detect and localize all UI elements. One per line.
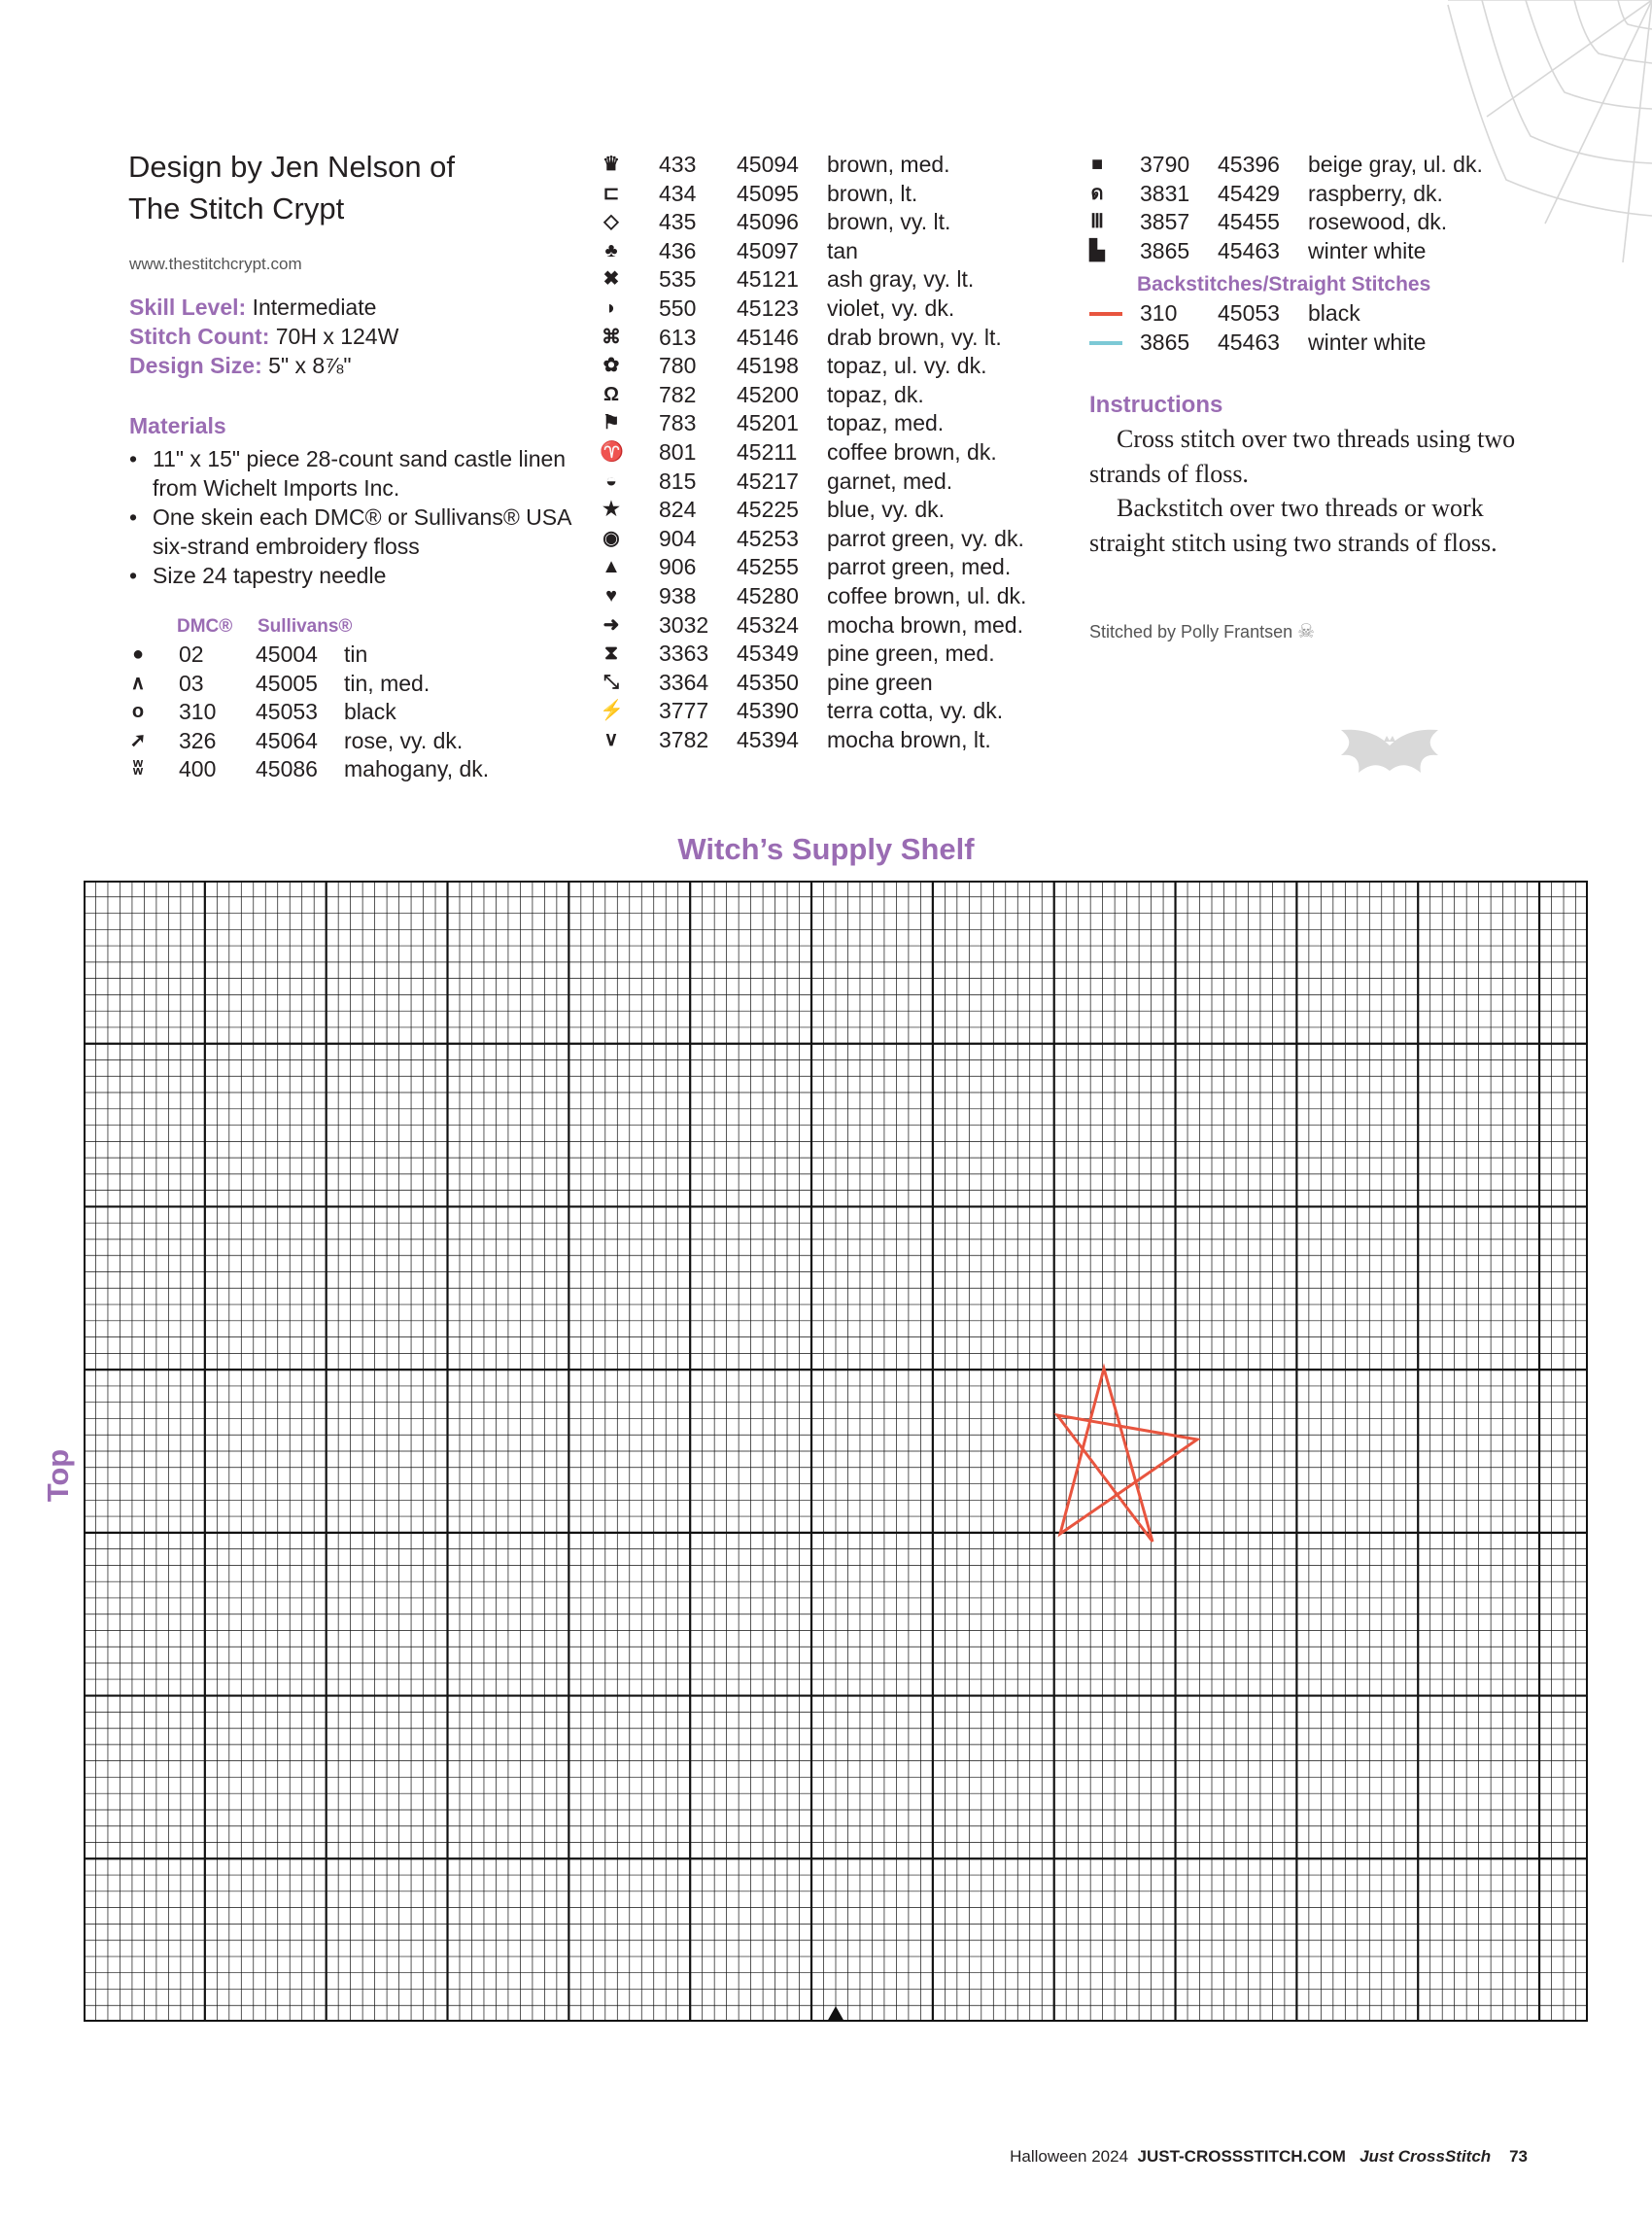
color-name: winter white — [1308, 237, 1427, 263]
dmc-number: 435 — [659, 209, 697, 235]
dmc-number: 906 — [659, 554, 697, 580]
floss-row — [126, 698, 515, 727]
sullivans-number: 45255 — [737, 554, 799, 580]
sullivans-number: 45004 — [256, 642, 318, 667]
floss-row — [126, 755, 515, 784]
materials-heading: Materials — [129, 413, 226, 438]
color-name: pine green, med. — [827, 641, 995, 667]
corner-icon: ▙ — [1089, 239, 1105, 261]
club-icon: ♣ — [604, 239, 618, 261]
x-icon: ✖ — [602, 268, 620, 291]
design-size — [129, 351, 398, 380]
sullivans-number: 45280 — [737, 583, 799, 608]
sullivans-number: 45053 — [256, 699, 318, 725]
floss-row — [600, 669, 988, 698]
floss-row — [600, 151, 988, 180]
flag-icon: ⚑ — [602, 412, 620, 434]
sullivans-number: 45350 — [737, 669, 799, 695]
dmc-number: 3865 — [1140, 329, 1190, 355]
sullivans-number: 45123 — [737, 295, 799, 321]
color-name: topaz, dk. — [827, 381, 924, 407]
skill-level — [129, 293, 398, 322]
color-name: black — [344, 699, 396, 725]
dmc-number: 436 — [659, 237, 697, 263]
dmc-number: 938 — [659, 583, 697, 608]
instructions-paragraph-1: Cross stitch over two threads using two strands of floss. — [1089, 425, 1516, 488]
list-item: • Size 24 tapestry needle — [129, 561, 576, 590]
color-name: winter white — [1308, 329, 1427, 355]
stitched-by-text: Stitched by Polly Frantsen — [1089, 622, 1293, 642]
color-name: violet, vy. dk. — [827, 295, 955, 321]
footer-site[interactable]: JUST-CROSSSTITCH.COM — [1137, 2147, 1346, 2166]
floss-row — [600, 265, 988, 295]
diamond-icon: ◇ — [603, 211, 619, 233]
star-icon: ★ — [602, 499, 620, 521]
dmc-number: 3857 — [1140, 209, 1190, 235]
floss-row — [600, 726, 991, 755]
stitch-count — [129, 322, 398, 351]
filled-circle-icon: ● — [131, 643, 145, 665]
floss-row — [126, 727, 515, 756]
dmc-number: 801 — [659, 439, 697, 465]
dmc-number: 400 — [179, 756, 217, 782]
floss-row — [1085, 237, 1474, 266]
sullivans-number: 45217 — [737, 468, 799, 494]
sullivans-number: 45198 — [737, 353, 799, 379]
heart-icon: ♥ — [605, 585, 617, 607]
color-name: coffee brown, dk. — [827, 439, 997, 465]
spec-value: 5" x 8⅞" — [268, 353, 352, 378]
sullivans-number: 45253 — [737, 525, 799, 551]
instructions-text — [1089, 422, 1546, 560]
floss-row — [600, 525, 1024, 554]
sullivans-number: 45200 — [737, 381, 799, 407]
dmc-number: 310 — [179, 699, 217, 725]
squiggle-icon: ʬ — [132, 758, 144, 780]
hook-icon: ด — [1090, 182, 1104, 204]
color-name: tin — [344, 642, 368, 667]
dmc-number: 780 — [659, 353, 697, 379]
floss-row — [600, 352, 988, 381]
bars-icon: Ⅲ — [1090, 211, 1104, 233]
dmc-header: DMC® — [177, 616, 233, 637]
chevron-down-icon: ∨ — [603, 729, 619, 750]
color-name: rosewood, dk. — [1308, 209, 1448, 235]
color-name: black — [1308, 300, 1360, 326]
aries-icon: ♈ — [600, 441, 624, 463]
spec-label: Skill Level: — [129, 295, 247, 320]
floss-row — [600, 324, 1002, 353]
sullivans-number: 45429 — [1218, 180, 1280, 206]
color-name: blue, vy. dk. — [827, 497, 946, 523]
arrow-icon: ➚ — [129, 729, 147, 751]
floss-row — [600, 237, 988, 266]
dmc-number: 02 — [179, 642, 204, 667]
sullivans-number: 45225 — [737, 497, 799, 523]
instructions-paragraph-2: Backstitch over two threads or work straight stitch using two strands of floss. — [1089, 494, 1497, 557]
flower-icon: ✿ — [602, 355, 620, 377]
dmc-number: 782 — [659, 381, 697, 407]
color-name: ash gray, vy. lt. — [827, 266, 975, 293]
page-footer — [1010, 2147, 1528, 2167]
floss-row — [600, 496, 988, 525]
color-name: garnet, med. — [827, 468, 953, 494]
dmc-number: 783 — [659, 410, 697, 436]
sullivans-number: 45146 — [737, 324, 799, 350]
list-item: • 11" x 15" piece 28-count sand castle linen from Wichelt Imports Inc. — [129, 444, 576, 503]
bolt-icon: ⚡ — [600, 700, 624, 722]
floss-row — [126, 641, 515, 670]
bat-icon — [1312, 716, 1467, 794]
floss-row — [600, 208, 988, 237]
command-icon: ⌘ — [602, 326, 621, 348]
sullivans-number: 45097 — [737, 237, 799, 263]
color-name: tin, med. — [344, 670, 430, 696]
sullivans-number: 45094 — [737, 152, 799, 177]
floss-row — [1085, 208, 1474, 237]
floss-row — [600, 553, 1012, 582]
hourglass-icon: ⧗ — [603, 642, 619, 665]
sullivans-number: 45064 — [256, 727, 318, 753]
half-circle-icon: ◒ — [604, 469, 618, 492]
color-name: raspberry, dk. — [1308, 180, 1443, 206]
color-name: tan — [827, 237, 858, 263]
color-name: topaz, ul. vy. dk. — [827, 353, 987, 379]
sullivans-number: 45096 — [737, 209, 799, 235]
color-name: pine green — [827, 669, 933, 695]
crown-icon: ♛ — [602, 154, 620, 175]
color-name: terra cotta, vy. dk. — [827, 698, 1004, 724]
backstitch-row — [1085, 299, 1474, 329]
bracket-icon: ⊏ — [602, 182, 620, 204]
square-icon: ■ — [1090, 154, 1104, 175]
floss-row — [600, 611, 1023, 641]
dmc-number: 3363 — [659, 641, 709, 667]
dmc-number: 613 — [659, 324, 697, 350]
stitched-by — [1089, 619, 1315, 643]
dmc-number: 815 — [659, 468, 697, 494]
instructions-heading: Instructions — [1089, 392, 1223, 418]
dmc-number: 3790 — [1140, 152, 1190, 177]
floss-row — [600, 582, 1027, 611]
color-name: brown, vy. lt. — [827, 209, 951, 235]
spec-value: Intermediate — [252, 295, 377, 320]
sullivans-number: 45324 — [737, 611, 799, 638]
color-name: rose, vy. dk. — [344, 727, 464, 753]
designer-credit — [128, 146, 455, 229]
floss-row — [126, 670, 515, 699]
dmc-number: 3865 — [1140, 237, 1190, 263]
sullivans-number: 45390 — [737, 698, 799, 724]
spec-value: 70H x 124W — [275, 324, 399, 349]
backstitch-row — [1085, 329, 1474, 358]
floss-row — [600, 697, 1004, 726]
caret-icon: ∧ — [130, 672, 146, 694]
dmc-number: 3777 — [659, 698, 709, 724]
chart-title: Witch’s Supply Shelf — [677, 832, 975, 866]
dmc-number: 03 — [179, 670, 204, 696]
dmc-number: 3364 — [659, 669, 709, 695]
dmc-number: 434 — [659, 180, 697, 206]
omega-icon: Ω — [602, 383, 620, 405]
dmc-number: 433 — [659, 152, 697, 177]
floss-row — [600, 468, 988, 497]
sullivans-number: 45121 — [737, 266, 799, 293]
floss-row — [600, 295, 988, 324]
color-name: drab brown, vy. lt. — [827, 324, 1002, 350]
dmc-number: 550 — [659, 295, 697, 321]
sullivans-number: 45463 — [1218, 237, 1280, 263]
chart-top-label: Top — [41, 1448, 75, 1503]
dmc-number: 535 — [659, 266, 697, 293]
color-name: topaz, med. — [827, 410, 945, 436]
color-name: parrot green, med. — [827, 554, 1012, 580]
floss-row — [600, 409, 988, 438]
color-name: mocha brown, med. — [827, 611, 1023, 638]
dmc-number: 3831 — [1140, 180, 1190, 206]
designer-url[interactable]: www.thestitchcrypt.com — [129, 255, 302, 273]
sullivans-number: 45211 — [737, 439, 798, 465]
floss-row — [600, 381, 988, 410]
dmc-number: 824 — [659, 497, 697, 523]
floss-row — [600, 180, 988, 209]
moon-icon: ◗ — [604, 297, 618, 319]
footer-magazine: Just CrossStitch — [1359, 2147, 1492, 2166]
dmc-number: 904 — [659, 525, 697, 551]
floss-row — [600, 640, 995, 669]
color-name: coffee brown, ul. dk. — [827, 583, 1027, 608]
dmc-number: 3032 — [659, 611, 709, 638]
sullivans-number: 45053 — [1218, 300, 1280, 326]
floss-row — [1085, 151, 1483, 180]
sullivans-number: 45095 — [737, 180, 799, 206]
color-name: mocha brown, lt. — [827, 727, 991, 752]
color-name: brown, lt. — [827, 180, 918, 206]
center-marker-icon — [827, 2006, 844, 2022]
color-name: parrot green, vy. dk. — [827, 525, 1024, 551]
floss-row — [600, 438, 997, 468]
backstitch-heading: Backstitches/Straight Stitches — [1137, 273, 1431, 295]
list-item: • One skein each DMC® or Sullivans® USA six-strand embroidery floss — [129, 503, 576, 561]
floss-row — [1085, 180, 1474, 209]
design-specs — [129, 293, 398, 380]
footer-issue: Halloween 2024 — [1010, 2147, 1129, 2166]
spec-label: Stitch Count: — [129, 324, 270, 349]
color-name: brown, med. — [827, 152, 950, 177]
diagonal-icon: ⤡ — [603, 671, 619, 693]
credit-line-1: Design by Jen Nelson of — [128, 150, 456, 184]
sullivans-number: 45396 — [1218, 152, 1280, 177]
color-name: beige gray, ul. dk. — [1308, 152, 1483, 177]
tree-icon: ▲ — [602, 556, 621, 578]
color-name: mahogany, dk. — [344, 756, 490, 782]
dmc-number: 326 — [179, 727, 217, 753]
right-arrow-icon: ➜ — [602, 613, 620, 636]
sullivans-number: 45455 — [1218, 209, 1280, 235]
dmc-number: 3782 — [659, 727, 709, 752]
sullivans-number: 45349 — [737, 641, 799, 667]
sullivans-number: 45086 — [256, 756, 318, 782]
bullseye-icon: ◉ — [602, 527, 620, 549]
open-circle-icon: o — [131, 701, 145, 723]
sullivans-number: 45201 — [737, 410, 799, 436]
skull-icon: ☠ — [1297, 621, 1316, 642]
sullivans-header: Sullivans® — [258, 616, 353, 637]
materials-list — [129, 444, 576, 590]
sullivans-number: 45463 — [1218, 329, 1280, 355]
sullivans-number: 45394 — [737, 727, 799, 752]
dmc-number: 310 — [1140, 300, 1178, 326]
spec-label: Design Size: — [129, 353, 262, 378]
credit-line-2: The Stitch Crypt — [128, 191, 345, 225]
cross-stitch-chart — [84, 881, 1588, 2022]
page-number: 73 — [1509, 2147, 1528, 2166]
sullivans-number: 45005 — [256, 670, 318, 696]
